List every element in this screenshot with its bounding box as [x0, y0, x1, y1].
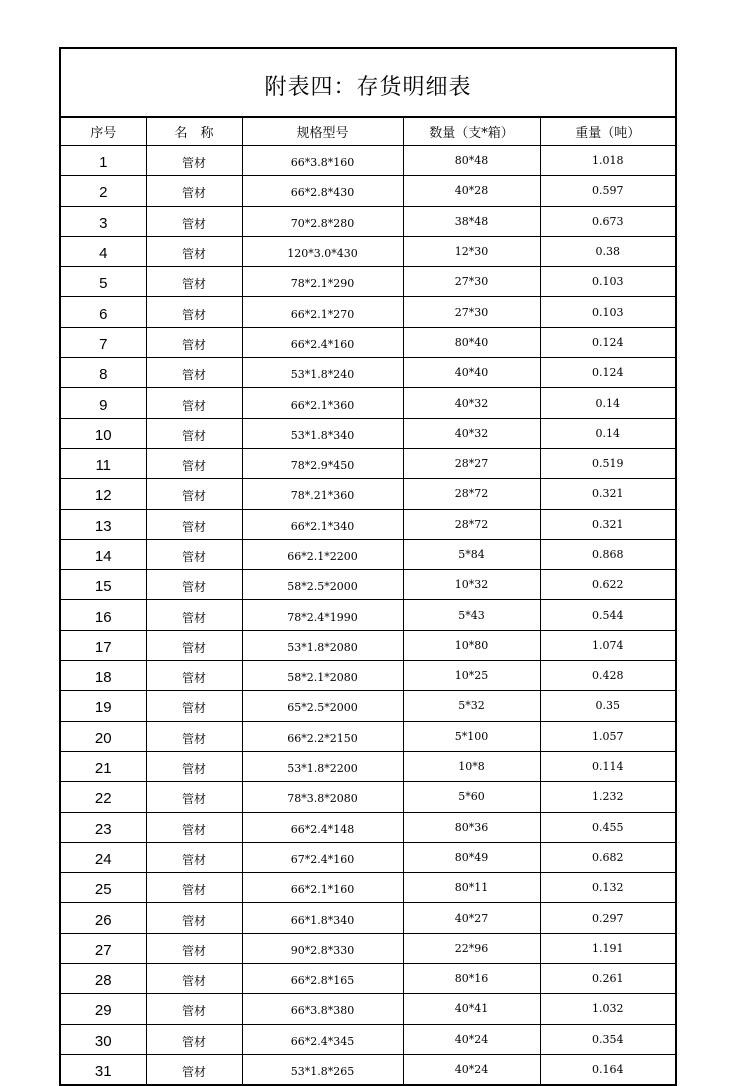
cell-name: 管材	[146, 448, 242, 478]
cell-name: 管材	[146, 751, 242, 781]
cell-spec: 53*1.8*265	[242, 1054, 403, 1084]
cell-no: 25	[61, 873, 146, 903]
cell-weight: 0.297	[540, 903, 675, 933]
cell-quantity: 10*8	[403, 751, 540, 781]
cell-spec: 120*3.0*430	[242, 236, 403, 266]
header-quantity: 数量（支*箱）	[403, 118, 540, 146]
cell-name: 管材	[146, 933, 242, 963]
cell-no: 18	[61, 661, 146, 691]
cell-no: 20	[61, 721, 146, 751]
cell-no: 21	[61, 751, 146, 781]
table-row	[61, 600, 675, 630]
cell-quantity: 27*30	[403, 267, 540, 297]
table-row	[61, 206, 675, 236]
cell-quantity: 10*32	[403, 570, 540, 600]
cell-spec: 90*2.8*330	[242, 933, 403, 963]
cell-name: 管材	[146, 842, 242, 872]
cell-spec: 78*3.8*2080	[242, 782, 403, 812]
cell-weight: 0.38	[540, 236, 675, 266]
table-row	[61, 327, 675, 357]
cell-spec: 66*2.4*160	[242, 327, 403, 357]
cell-weight: 0.164	[540, 1054, 675, 1084]
cell-no: 3	[61, 206, 146, 236]
cell-quantity: 40*24	[403, 1054, 540, 1084]
cell-spec: 66*2.8*165	[242, 964, 403, 994]
cell-name: 管材	[146, 388, 242, 418]
table-row	[61, 479, 675, 509]
cell-quantity: 80*16	[403, 964, 540, 994]
cell-name: 管材	[146, 267, 242, 297]
cell-name: 管材	[146, 479, 242, 509]
cell-no: 19	[61, 691, 146, 721]
table-row	[61, 297, 675, 327]
table-row	[61, 751, 675, 781]
cell-name: 管材	[146, 903, 242, 933]
cell-spec: 66*2.1*160	[242, 873, 403, 903]
cell-quantity: 40*28	[403, 176, 540, 206]
cell-quantity: 80*48	[403, 146, 540, 176]
cell-name: 管材	[146, 327, 242, 357]
cell-quantity: 22*96	[403, 933, 540, 963]
table-row	[61, 661, 675, 691]
cell-quantity: 80*49	[403, 842, 540, 872]
cell-weight: 0.455	[540, 812, 675, 842]
table-row	[61, 933, 675, 963]
cell-weight: 1.232	[540, 782, 675, 812]
header-name: 名 称	[146, 118, 242, 146]
cell-spec: 53*1.8*2080	[242, 630, 403, 660]
cell-no: 23	[61, 812, 146, 842]
cell-weight: 0.868	[540, 539, 675, 569]
cell-name: 管材	[146, 1054, 242, 1084]
cell-spec: 66*2.4*345	[242, 1024, 403, 1054]
cell-no: 4	[61, 236, 146, 266]
cell-spec: 66*3.8*160	[242, 146, 403, 176]
cell-spec: 70*2.8*280	[242, 206, 403, 236]
cell-no: 26	[61, 903, 146, 933]
cell-weight: 1.057	[540, 721, 675, 751]
cell-weight: 0.103	[540, 267, 675, 297]
cell-quantity: 80*40	[403, 327, 540, 357]
table-row	[61, 842, 675, 872]
table-row	[61, 146, 675, 176]
cell-spec: 66*2.4*148	[242, 812, 403, 842]
cell-weight: 0.428	[540, 661, 675, 691]
cell-quantity: 28*72	[403, 509, 540, 539]
cell-name: 管材	[146, 206, 242, 236]
cell-quantity: 40*40	[403, 358, 540, 388]
cell-weight: 0.622	[540, 570, 675, 600]
cell-weight: 0.544	[540, 600, 675, 630]
cell-quantity: 38*48	[403, 206, 540, 236]
table-row	[61, 448, 675, 478]
cell-name: 管材	[146, 1024, 242, 1054]
cell-weight: 0.103	[540, 297, 675, 327]
cell-quantity: 40*41	[403, 994, 540, 1024]
title-row	[61, 49, 675, 118]
table-row	[61, 418, 675, 448]
cell-weight: 0.14	[540, 418, 675, 448]
table-row	[61, 903, 675, 933]
cell-spec: 66*2.2*2150	[242, 721, 403, 751]
cell-quantity: 40*32	[403, 388, 540, 418]
cell-spec: 67*2.4*160	[242, 842, 403, 872]
cell-quantity: 27*30	[403, 297, 540, 327]
cell-spec: 78*2.4*1990	[242, 600, 403, 630]
cell-name: 管材	[146, 964, 242, 994]
cell-no: 17	[61, 630, 146, 660]
table-row	[61, 236, 675, 266]
cell-name: 管材	[146, 630, 242, 660]
cell-spec: 53*1.8*340	[242, 418, 403, 448]
cell-quantity: 40*32	[403, 418, 540, 448]
table-row	[61, 539, 675, 569]
cell-no: 13	[61, 509, 146, 539]
table-row	[61, 1024, 675, 1054]
cell-name: 管材	[146, 661, 242, 691]
inventory-table-sheet	[59, 47, 677, 1086]
table-row	[61, 358, 675, 388]
header-no: 序号	[61, 118, 146, 146]
cell-name: 管材	[146, 782, 242, 812]
cell-spec: 78*.21*360	[242, 479, 403, 509]
cell-spec: 58*2.1*2080	[242, 661, 403, 691]
table-row	[61, 176, 675, 206]
cell-name: 管材	[146, 509, 242, 539]
cell-spec: 65*2.5*2000	[242, 691, 403, 721]
cell-weight: 0.14	[540, 388, 675, 418]
cell-name: 管材	[146, 539, 242, 569]
table-row	[61, 812, 675, 842]
cell-no: 6	[61, 297, 146, 327]
cell-weight: 0.321	[540, 479, 675, 509]
table-body	[61, 146, 675, 1085]
cell-weight: 1.018	[540, 146, 675, 176]
cell-name: 管材	[146, 994, 242, 1024]
cell-quantity: 5*84	[403, 539, 540, 569]
cell-no: 30	[61, 1024, 146, 1054]
cell-spec: 66*2.1*2200	[242, 539, 403, 569]
cell-weight: 0.35	[540, 691, 675, 721]
cell-weight: 0.519	[540, 448, 675, 478]
cell-name: 管材	[146, 721, 242, 751]
cell-weight: 0.321	[540, 509, 675, 539]
cell-no: 22	[61, 782, 146, 812]
cell-no: 31	[61, 1054, 146, 1084]
cell-quantity: 40*24	[403, 1024, 540, 1054]
cell-no: 16	[61, 600, 146, 630]
table-row	[61, 388, 675, 418]
cell-weight: 0.261	[540, 964, 675, 994]
cell-quantity: 28*27	[403, 448, 540, 478]
table-row	[61, 691, 675, 721]
cell-weight: 0.124	[540, 358, 675, 388]
cell-quantity: 12*30	[403, 236, 540, 266]
table-row	[61, 721, 675, 751]
cell-weight: 0.354	[540, 1024, 675, 1054]
table-row	[61, 630, 675, 660]
cell-no: 8	[61, 358, 146, 388]
cell-spec: 78*2.1*290	[242, 267, 403, 297]
table-row	[61, 782, 675, 812]
cell-spec: 66*3.8*380	[242, 994, 403, 1024]
cell-no: 14	[61, 539, 146, 569]
cell-weight: 0.132	[540, 873, 675, 903]
cell-spec: 66*2.1*360	[242, 388, 403, 418]
cell-name: 管材	[146, 236, 242, 266]
table-row	[61, 267, 675, 297]
cell-quantity: 80*36	[403, 812, 540, 842]
table-row	[61, 964, 675, 994]
cell-no: 12	[61, 479, 146, 509]
cell-no: 24	[61, 842, 146, 872]
cell-weight: 0.597	[540, 176, 675, 206]
cell-name: 管材	[146, 570, 242, 600]
header-spec: 规格型号	[242, 118, 403, 146]
cell-weight: 1.191	[540, 933, 675, 963]
cell-spec: 53*1.8*240	[242, 358, 403, 388]
cell-spec: 78*2.9*450	[242, 448, 403, 478]
cell-no: 7	[61, 327, 146, 357]
cell-no: 2	[61, 176, 146, 206]
cell-spec: 66*2.1*270	[242, 297, 403, 327]
cell-no: 9	[61, 388, 146, 418]
cell-name: 管材	[146, 418, 242, 448]
cell-name: 管材	[146, 691, 242, 721]
cell-quantity: 5*60	[403, 782, 540, 812]
cell-name: 管材	[146, 600, 242, 630]
cell-no: 15	[61, 570, 146, 600]
cell-weight: 0.124	[540, 327, 675, 357]
cell-no: 27	[61, 933, 146, 963]
cell-weight: 0.682	[540, 842, 675, 872]
cell-quantity: 5*32	[403, 691, 540, 721]
cell-no: 29	[61, 994, 146, 1024]
table-row	[61, 994, 675, 1024]
cell-no: 11	[61, 448, 146, 478]
cell-spec: 66*1.8*340	[242, 903, 403, 933]
cell-weight: 1.032	[540, 994, 675, 1024]
cell-weight: 1.074	[540, 630, 675, 660]
cell-weight: 0.114	[540, 751, 675, 781]
cell-spec: 66*2.8*430	[242, 176, 403, 206]
cell-quantity: 5*100	[403, 721, 540, 751]
header-row	[61, 118, 675, 146]
cell-no: 5	[61, 267, 146, 297]
cell-quantity: 80*11	[403, 873, 540, 903]
inventory-table	[61, 118, 675, 1084]
cell-spec: 66*2.1*340	[242, 509, 403, 539]
cell-name: 管材	[146, 812, 242, 842]
cell-spec: 53*1.8*2200	[242, 751, 403, 781]
cell-quantity: 10*80	[403, 630, 540, 660]
cell-quantity: 5*43	[403, 600, 540, 630]
cell-spec: 58*2.5*2000	[242, 570, 403, 600]
page-title: 附表四：存货明细表	[264, 75, 472, 100]
cell-no: 1	[61, 146, 146, 176]
cell-no: 28	[61, 964, 146, 994]
cell-name: 管材	[146, 297, 242, 327]
cell-name: 管材	[146, 873, 242, 903]
cell-quantity: 10*25	[403, 661, 540, 691]
cell-no: 10	[61, 418, 146, 448]
cell-weight: 0.673	[540, 206, 675, 236]
table-row	[61, 509, 675, 539]
table-row	[61, 1054, 675, 1084]
cell-name: 管材	[146, 146, 242, 176]
header-weight: 重量（吨）	[540, 118, 675, 146]
table-row	[61, 570, 675, 600]
cell-quantity: 28*72	[403, 479, 540, 509]
table-row	[61, 873, 675, 903]
cell-name: 管材	[146, 176, 242, 206]
cell-name: 管材	[146, 358, 242, 388]
cell-quantity: 40*27	[403, 903, 540, 933]
